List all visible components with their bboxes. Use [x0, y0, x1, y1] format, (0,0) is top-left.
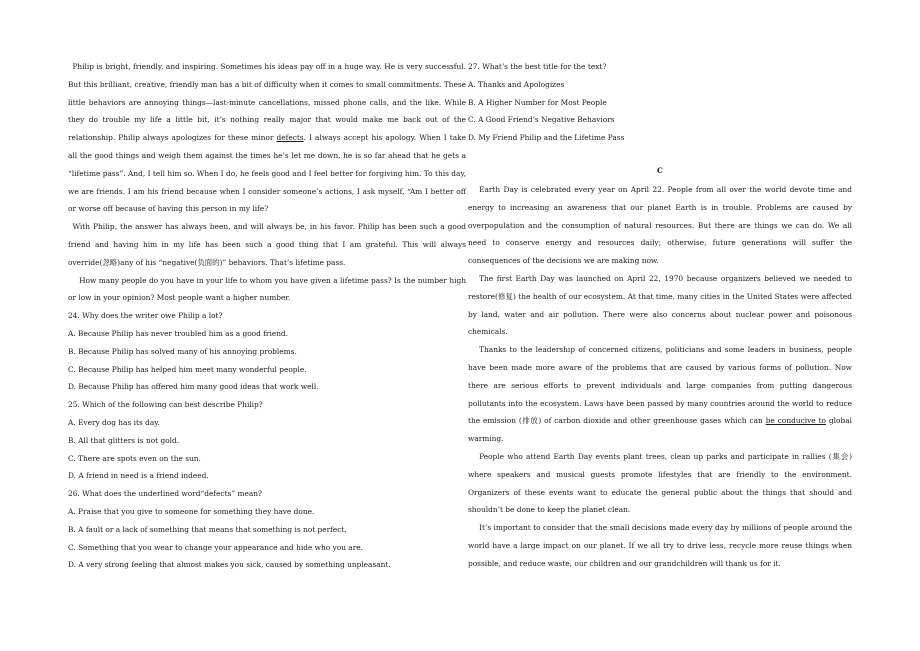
answer-option: D. Because Philip has offered him many good ideas that work well. — [68, 382, 319, 392]
answer-option: B. Because Philip has solved many of his annoying problems. — [68, 346, 297, 356]
answer-option: A. Every dog has its day. — [68, 417, 160, 427]
passage-c-paragraph-2: The first Earth Day was launched on April 22, 1970 because organizers believed we needed to restore(修复) the health of our ecosystem. At that time, many cities in the United States were affected by land, water and air pollution. There were also concerns about nuclear power and poisonous chemicals. — [468, 273, 852, 337]
passage-c-paragraph-1: Earth Day is celebrated every year on April 22. People from all over the world devote time and energy to increasing an awareness that our planet Earth is in trouble. Problems are caused by overpopulation and the consumption of natural resources. But there are things we can do. We all need to conserve energy and resources daily; otherwise, future generations will suffer the consequences of the decisions we are making now. — [468, 184, 852, 266]
question-stem: 25. Which of the following can best describe Philip? — [68, 400, 263, 410]
section-heading: C — [657, 165, 663, 175]
passage-b-paragraph-2: With Philip, the answer has always been, and will always be, in his favor. Philip has been such a good friend and having him in my life has been such a good thing that I am grateful. This will always override(忽略)any of his “negative(负面的)” behaviors. That’s lifetime pass. — [68, 222, 466, 267]
answer-option: C. Something that you wear to change your appearance and hide who you are. — [68, 542, 363, 552]
answer-option: D. A friend in need is a friend indeed. — [68, 471, 209, 481]
passage-b-paragraph-1-text-a: Philip is bright, friendly, and inspiring. Sometimes his ideas pay off in a huge way. He is very successful. But this brilliant, creative, friendly man has a bit of difficulty when it comes to small commitments. These little behaviors are annoying things—last-minute cancellations, missed phone calls, and the like. While they do trouble my life a little bit, it’s nothing really major that would make me back out of the relationship. Philip always apologizes for these minor — [68, 62, 466, 143]
answer-option: D. My Friend Philip and the Lifetime Pass — [468, 133, 625, 143]
answer-option: D. A very strong feeling that almost makes you sick, caused by something unpleasant. — [68, 560, 391, 570]
question-stem: 26. What does the underlined word“defects” mean? — [68, 489, 263, 499]
question-stem: 27. What’s the best title for the text? — [468, 62, 607, 71]
answer-option: C. Because Philip has helped him meet many wonderful people. — [68, 364, 307, 374]
answer-option: A. Thanks and Apologizes — [468, 79, 565, 89]
passage-c-paragraph-4: People who attend Earth Day events plant trees, clean up parks and participate in rallies (集会) where speakers and musical guests promote lifestyles that are friendly to the environment. Organizers of these events want to educate the general public about the things that should and shouldn’t be done to keep the planet clean. — [468, 451, 852, 515]
question-26 — [68, 485, 466, 574]
right-column — [468, 58, 852, 573]
passage-c-paragraph-3-text-a: Thanks to the leadership of concerned citizens, politicians and some leaders in business, people have been made more aware of the problems that are caused by various forms of pollution. Now there are serious efforts to prevent individuals and large companies from putting dangerous pollutants into the ecosystem. Laws have been passed by many countries around the world to reduce the emission (排放) of carbon dioxide and other greenhouse gases which can — [468, 345, 852, 426]
answer-option: C. There are spots even on the sun. — [68, 453, 201, 463]
left-column — [68, 58, 466, 574]
underlined-word-defects: defects — [276, 133, 304, 143]
answer-option: A. Praise that you give to someone for something they have done. — [68, 506, 315, 516]
passage-c-paragraph-5: It’s important to consider that the small decisions made every day by millions of people around the world have a large impact on our planet. If we all try to drive less, recycle more reuse things when possible, and reduce waste, our children and our grandchildren will thank us for it. — [468, 523, 852, 568]
question-27 — [468, 58, 852, 147]
answer-option: B. A fault or a lack of something that means that something is not perfect. — [68, 524, 347, 534]
passage-b-paragraph-1-text-b: . I always accept his apology. When I take all the good things and weigh them against the times he’s let me down, he is so far ahead that he gets a “lifetime pass”. And, I tell him so. When I do, he feels good and I feel better for forgiving him. To this day, we are friends. I am his friend because when I consider someone’s actions, I ask myself, “Am I better off or worse off because of having this person in my life? — [68, 133, 466, 214]
question-25 — [68, 396, 466, 485]
passage-b-paragraph-3: How many people do you have in your life to whom you have given a lifetime pass? Is the number high or low in your opinion? Most people want a higher number. — [68, 275, 466, 303]
answer-option: A. Because Philip has never troubled him as a good friend. — [68, 328, 289, 338]
answer-option: C. A Good Friend’s Negative Behaviors — [468, 115, 615, 125]
passage-b-paragraph-1 — [68, 58, 466, 218]
underlined-phrase-be-conducive-to: be conducive to — [765, 416, 826, 426]
question-stem: 24. Why does the writer owe Philip a lot? — [68, 311, 223, 321]
passage-c-paragraph-3-text-b: global warming. — [468, 416, 852, 444]
answer-option: B. All that glitters is not gold. — [68, 435, 180, 445]
question-24 — [68, 307, 466, 396]
answer-option: B. A Higher Number for Most People — [468, 97, 607, 107]
passage-c-paragraph-3 — [468, 341, 852, 448]
spacer — [468, 147, 852, 161]
